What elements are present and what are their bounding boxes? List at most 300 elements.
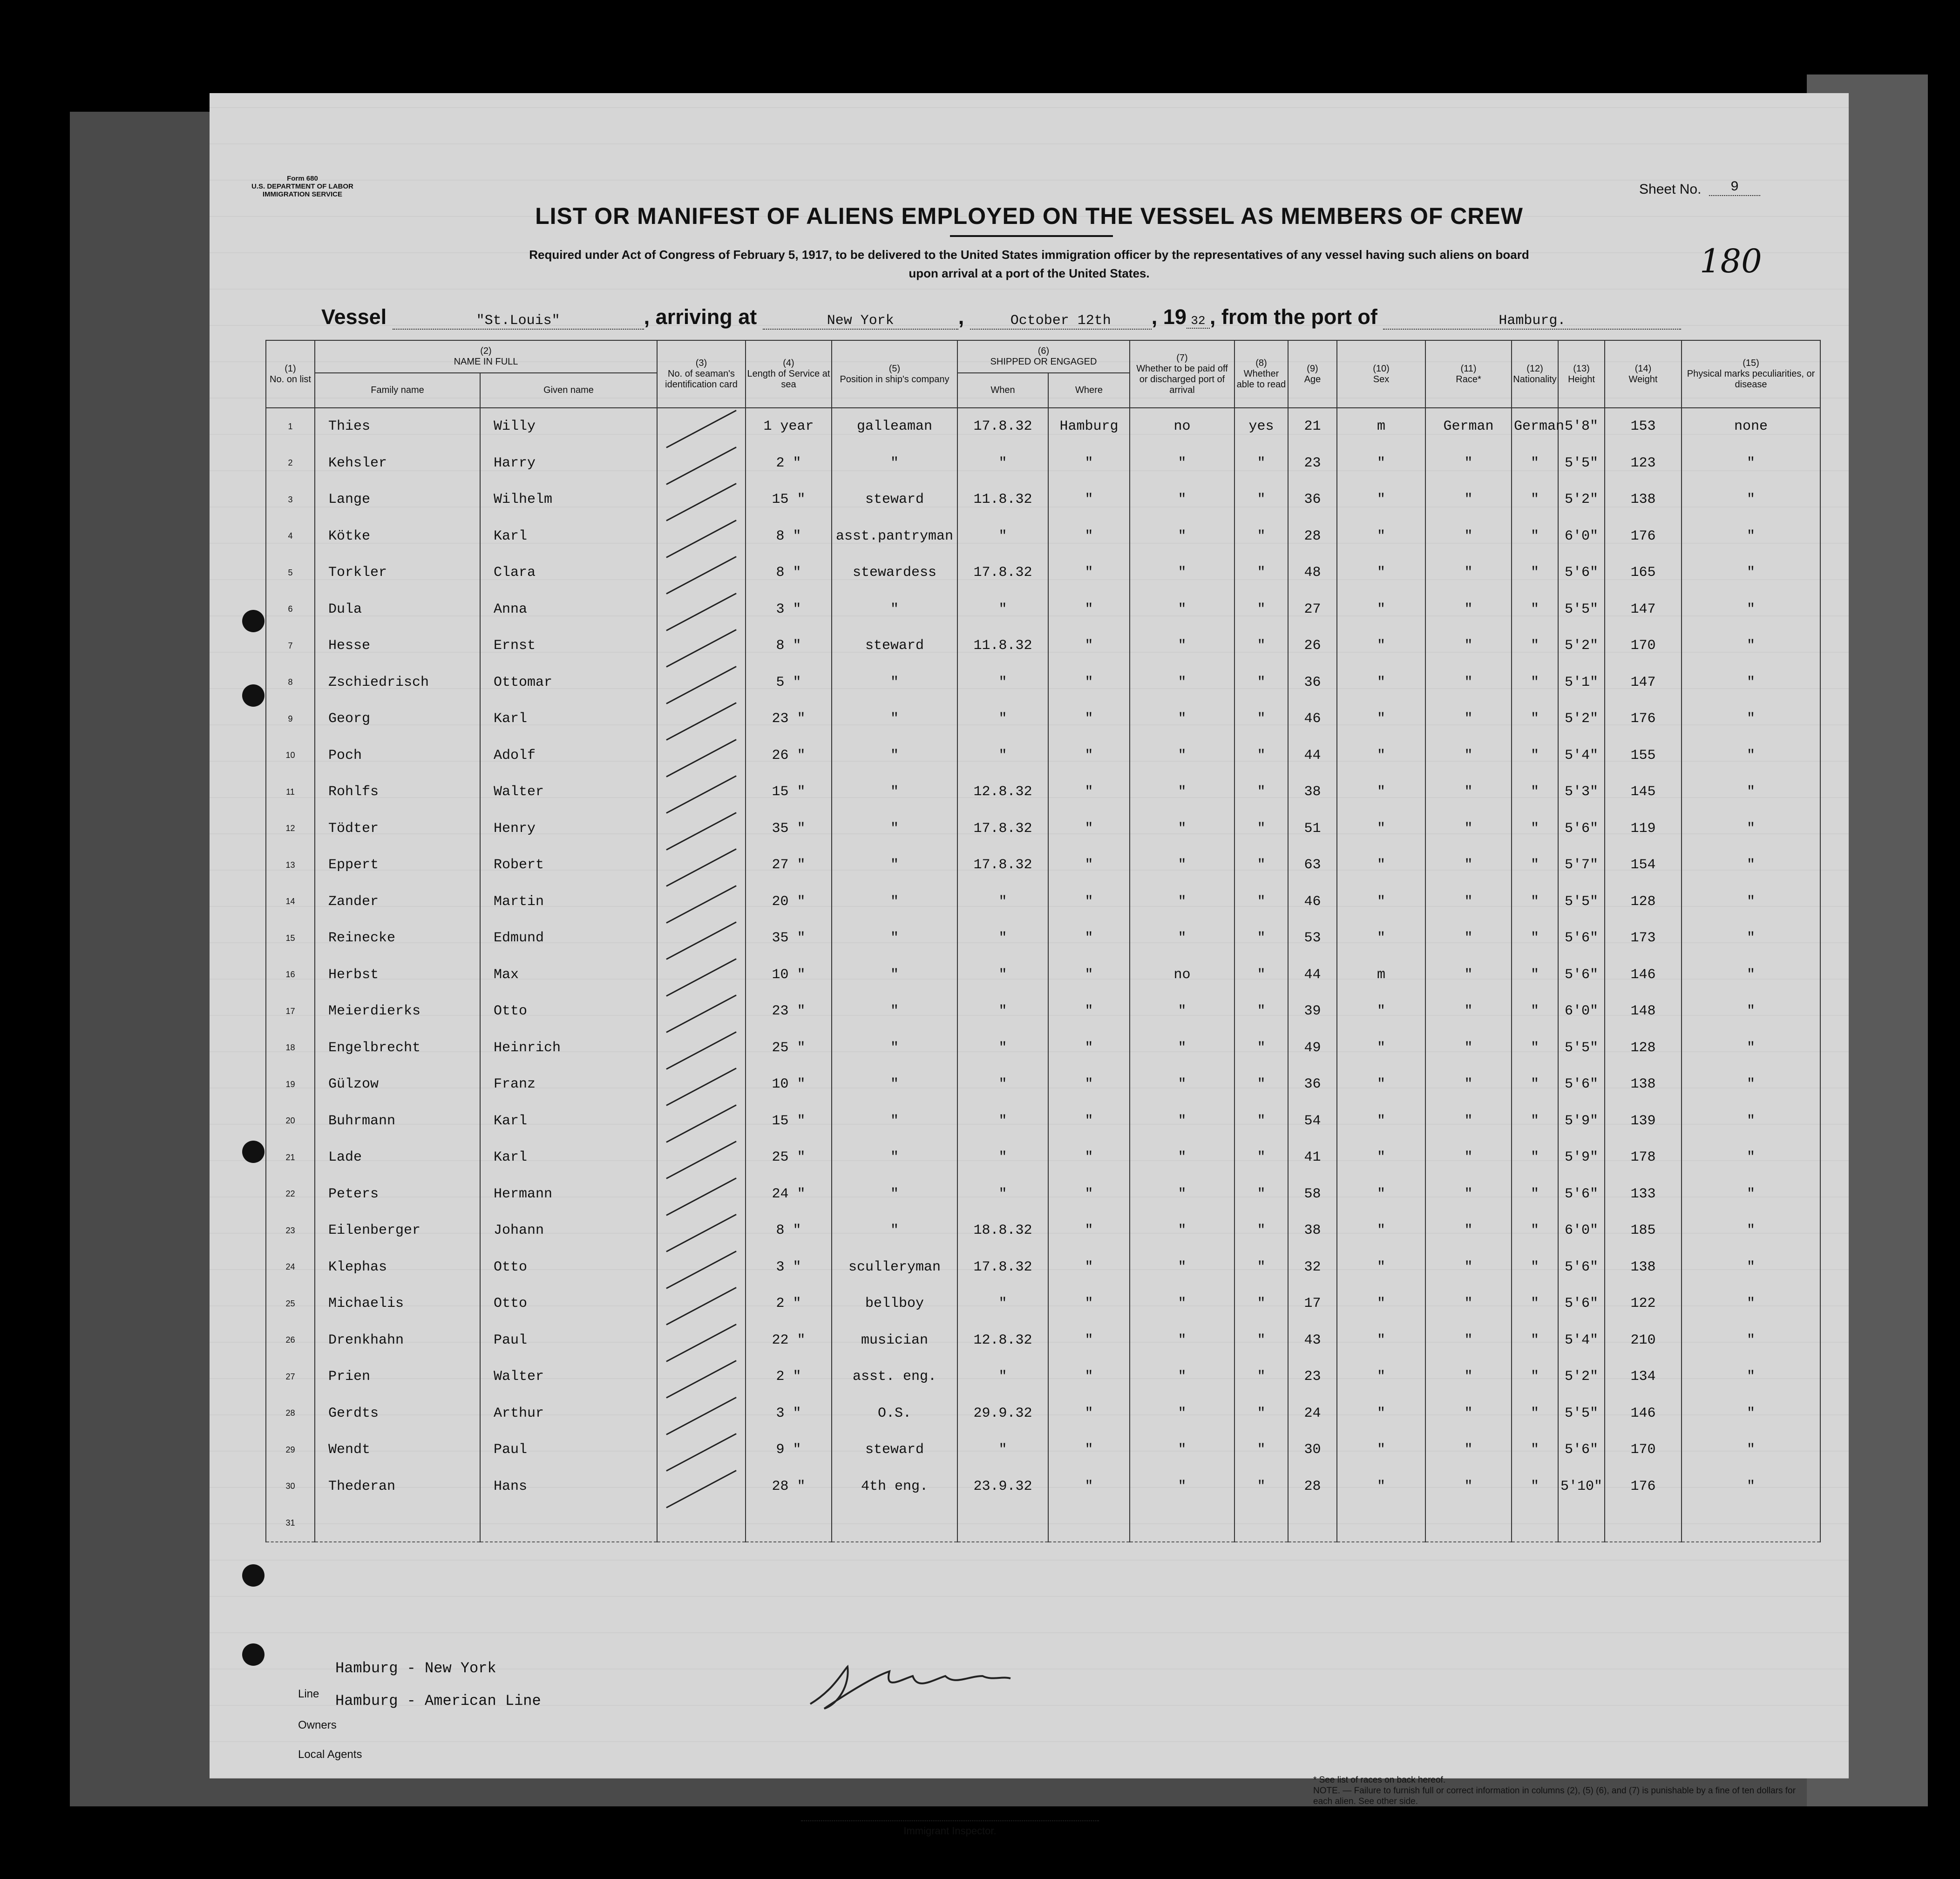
id-card-tick-mark xyxy=(666,1104,737,1142)
given-name-cell: Otto xyxy=(480,993,657,1030)
race-cell: " xyxy=(1425,920,1512,957)
id-card-tick-mark xyxy=(666,666,737,704)
shipped-when-cell: " xyxy=(957,701,1048,737)
length-of-service-cell: 3 " xyxy=(746,1395,832,1432)
id-card-cell xyxy=(657,1359,746,1395)
physical-marks-cell xyxy=(1682,1505,1820,1542)
nationality-cell: " xyxy=(1512,554,1558,591)
shipped-when-cell: " xyxy=(957,1066,1048,1103)
length-of-service-cell: 35 " xyxy=(746,920,832,957)
paid-off-cell: " xyxy=(1130,591,1234,628)
nationality-cell: " xyxy=(1512,1395,1558,1432)
nationality-cell: " xyxy=(1512,993,1558,1030)
paid-off-cell: " xyxy=(1130,1139,1234,1176)
nationality-cell: " xyxy=(1512,847,1558,884)
height-cell: 5'10" xyxy=(1558,1468,1605,1505)
shipped-where-cell: " xyxy=(1048,1249,1130,1286)
length-of-service-cell: 10 " xyxy=(746,1066,832,1103)
id-card-cell xyxy=(657,993,746,1030)
id-card-cell xyxy=(657,1139,746,1176)
col-num-2: (2) xyxy=(480,346,492,356)
given-name-cell: Paul xyxy=(480,1432,657,1468)
given-name-cell: Walter xyxy=(480,774,657,811)
col-title-position: Position in ship's company xyxy=(840,374,949,385)
height-cell: 5'5" xyxy=(1558,1395,1605,1432)
paid-off-cell: " xyxy=(1130,1359,1234,1395)
given-name-cell: Henry xyxy=(480,811,657,847)
service-name: IMMIGRATION SERVICE xyxy=(262,190,342,198)
id-card-tick-mark xyxy=(666,629,737,668)
length-of-service-cell: 25 " xyxy=(746,1030,832,1067)
family-name-cell: Zschiedrisch xyxy=(315,664,480,701)
length-of-service-cell: 8 " xyxy=(746,518,832,555)
row-number-cell: 11 xyxy=(266,774,315,811)
physical-marks-cell: " xyxy=(1682,1395,1820,1432)
age-cell: 17 xyxy=(1288,1285,1337,1322)
physical-marks-cell: " xyxy=(1682,701,1820,737)
col-header-race xyxy=(1425,340,1512,408)
length-of-service-cell: 10 " xyxy=(746,957,832,994)
weight-cell: 176 xyxy=(1605,1468,1682,1505)
footnote-fine: NOTE. — Failure to furnish full or correct information in columns (2), (5) (6), and (7) is punishable by a fine of ten dollars for each alien. See other side. xyxy=(1313,1786,1796,1806)
race-cell: " xyxy=(1425,1212,1512,1249)
sex-cell: " xyxy=(1337,1066,1425,1103)
physical-marks-cell: " xyxy=(1682,811,1820,847)
table-row xyxy=(266,664,1820,701)
table-row xyxy=(266,1212,1820,1249)
col-header-paid-off xyxy=(1130,340,1234,408)
shipped-when-cell xyxy=(957,1505,1048,1542)
family-name-cell: Kehsler xyxy=(315,445,480,482)
sex-cell: " xyxy=(1337,1139,1425,1176)
height-cell: 6'0" xyxy=(1558,993,1605,1030)
age-cell: 63 xyxy=(1288,847,1337,884)
col-title-no: No. on list xyxy=(270,374,311,385)
race-cell: " xyxy=(1425,1322,1512,1359)
id-card-tick-mark xyxy=(666,446,737,485)
paid-off-cell: " xyxy=(1130,1030,1234,1067)
height-cell: 5'4" xyxy=(1558,737,1605,774)
height-cell: 5'6" xyxy=(1558,1432,1605,1468)
length-of-service-cell: 8 " xyxy=(746,628,832,664)
year-suffix: 32 xyxy=(1187,314,1210,329)
length-of-service-cell: 3 " xyxy=(746,1249,832,1286)
id-card-tick-mark xyxy=(666,958,737,996)
nationality-cell: " xyxy=(1512,1139,1558,1176)
age-cell: 38 xyxy=(1288,1212,1337,1249)
length-of-service-cell: 23 " xyxy=(746,993,832,1030)
sex-cell: " xyxy=(1337,628,1425,664)
position-cell: galleaman xyxy=(832,408,957,445)
position-cell: " xyxy=(832,664,957,701)
physical-marks-cell: " xyxy=(1682,1066,1820,1103)
sex-cell: " xyxy=(1337,1395,1425,1432)
col-num-15: (15) xyxy=(1743,358,1759,368)
family-name-cell: Poch xyxy=(315,737,480,774)
id-card-tick-mark xyxy=(666,1360,737,1399)
paid-off-cell: " xyxy=(1130,518,1234,555)
col-header-shipped xyxy=(957,340,1130,373)
id-card-tick-mark xyxy=(666,1397,737,1435)
position-cell xyxy=(832,1505,957,1542)
sex-cell: " xyxy=(1337,884,1425,920)
col-num-11: (11) xyxy=(1460,363,1477,374)
row-number-cell: 22 xyxy=(266,1176,315,1213)
col-title-marks: Physical marks peculiarities, or disease xyxy=(1687,369,1815,390)
handwritten-number: 180 xyxy=(1700,242,1762,280)
id-card-cell xyxy=(657,664,746,701)
given-name-cell: Martin xyxy=(480,884,657,920)
paid-off-cell: " xyxy=(1130,920,1234,957)
shipped-when-cell: " xyxy=(957,1030,1048,1067)
shipped-when-cell: " xyxy=(957,1176,1048,1213)
shipped-where-cell: " xyxy=(1048,591,1130,628)
punch-hole xyxy=(242,1643,264,1666)
weight-cell: 210 xyxy=(1605,1322,1682,1359)
col-num-14: (14) xyxy=(1634,363,1652,374)
length-of-service-cell: 35 " xyxy=(746,811,832,847)
shipped-when-cell: " xyxy=(957,591,1048,628)
weight-cell: 147 xyxy=(1605,591,1682,628)
from-label: , from the port of xyxy=(1209,305,1377,329)
paid-off-cell: " xyxy=(1130,993,1234,1030)
physical-marks-cell: " xyxy=(1682,1212,1820,1249)
height-cell: 5'2" xyxy=(1558,481,1605,518)
shipped-when-cell: 11.8.32 xyxy=(957,628,1048,664)
id-card-tick-mark xyxy=(666,1141,737,1179)
physical-marks-cell: " xyxy=(1682,847,1820,884)
shipped-where-cell: " xyxy=(1048,993,1130,1030)
height-cell: 5'6" xyxy=(1558,811,1605,847)
col-title-weight: Weight xyxy=(1628,374,1658,385)
given-name-cell: Franz xyxy=(480,1066,657,1103)
position-cell: asst.pantryman xyxy=(832,518,957,555)
table-row xyxy=(266,554,1820,591)
paid-off-cell: " xyxy=(1130,774,1234,811)
id-card-tick-mark xyxy=(666,1250,737,1289)
height-cell: 5'6" xyxy=(1558,1176,1605,1213)
physical-marks-cell: " xyxy=(1682,737,1820,774)
id-card-tick-mark xyxy=(666,1433,737,1472)
height-cell: 5'2" xyxy=(1558,701,1605,737)
race-cell: " xyxy=(1425,1103,1512,1140)
physical-marks-cell: " xyxy=(1682,1285,1820,1322)
row-number-cell: 3 xyxy=(266,481,315,518)
col-title-length: Length of Service at sea xyxy=(747,369,830,390)
height-cell: 5'6" xyxy=(1558,1285,1605,1322)
col-header-no xyxy=(266,340,315,408)
race-cell: " xyxy=(1425,1359,1512,1395)
given-name-cell xyxy=(480,1505,657,1542)
age-cell: 32 xyxy=(1288,1249,1337,1286)
table-row xyxy=(266,701,1820,737)
table-row xyxy=(266,1103,1820,1140)
weight-cell: 138 xyxy=(1605,1249,1682,1286)
family-name-cell: Lange xyxy=(315,481,480,518)
arriving-label: , arriving at xyxy=(644,305,757,329)
position-cell: stewardess xyxy=(832,554,957,591)
able-to-read-cell: " xyxy=(1234,920,1288,957)
col-header-id-card xyxy=(657,340,746,408)
position-cell: " xyxy=(832,1066,957,1103)
weight-cell: 123 xyxy=(1605,445,1682,482)
family-name-cell: Klephas xyxy=(315,1249,480,1286)
row-number-cell: 6 xyxy=(266,591,315,628)
sex-cell: m xyxy=(1337,408,1425,445)
shipped-where-cell: " xyxy=(1048,774,1130,811)
col-num-5: (5) xyxy=(888,363,901,374)
given-name-cell: Paul xyxy=(480,1322,657,1359)
row-number-cell: 29 xyxy=(266,1432,315,1468)
given-name-cell: Hermann xyxy=(480,1176,657,1213)
punch-hole xyxy=(242,684,264,707)
col-num-8: (8) xyxy=(1255,358,1267,368)
row-number-cell: 7 xyxy=(266,628,315,664)
id-card-cell xyxy=(657,884,746,920)
age-cell: 23 xyxy=(1288,445,1337,482)
table-row xyxy=(266,920,1820,957)
family-name-cell: Meierdierks xyxy=(315,993,480,1030)
race-cell: " xyxy=(1425,1249,1512,1286)
sex-cell: " xyxy=(1337,554,1425,591)
length-of-service-cell xyxy=(746,1505,832,1542)
weight-cell: 146 xyxy=(1605,1395,1682,1432)
family-name-cell: Thies xyxy=(315,408,480,445)
weight-cell: 138 xyxy=(1605,481,1682,518)
sex-cell: " xyxy=(1337,1176,1425,1213)
able-to-read-cell: " xyxy=(1234,591,1288,628)
shipped-where-cell xyxy=(1048,1505,1130,1542)
able-to-read-cell: " xyxy=(1234,1139,1288,1176)
age-cell: 44 xyxy=(1288,737,1337,774)
able-to-read-cell: " xyxy=(1234,811,1288,847)
nationality-cell: " xyxy=(1512,1285,1558,1322)
paid-off-cell: " xyxy=(1130,481,1234,518)
family-name-cell: Zander xyxy=(315,884,480,920)
shipped-where-cell: " xyxy=(1048,1359,1130,1395)
length-of-service-cell: 5 " xyxy=(746,664,832,701)
race-cell xyxy=(1425,1505,1512,1542)
sex-cell: " xyxy=(1337,811,1425,847)
col-header-family: Family name xyxy=(315,373,480,408)
able-to-read-cell: " xyxy=(1234,1285,1288,1322)
row-number-cell: 31 xyxy=(266,1505,315,1542)
shipped-where-cell: " xyxy=(1048,481,1130,518)
departure-port: Hamburg. xyxy=(1383,313,1681,330)
shipped-where-cell: " xyxy=(1048,1103,1130,1140)
given-name-cell: Edmund xyxy=(480,920,657,957)
position-cell: " xyxy=(832,811,957,847)
length-of-service-cell: 2 " xyxy=(746,1359,832,1395)
able-to-read-cell: " xyxy=(1234,1322,1288,1359)
weight-cell: 165 xyxy=(1605,554,1682,591)
year-prefix: 19 xyxy=(1163,305,1187,329)
length-of-service-cell: 27 " xyxy=(746,847,832,884)
physical-marks-cell: " xyxy=(1682,1322,1820,1359)
vessel-name: "St.Louis" xyxy=(393,313,644,330)
height-cell: 5'6" xyxy=(1558,957,1605,994)
shipped-where-cell: " xyxy=(1048,664,1130,701)
table-row xyxy=(266,1139,1820,1176)
nationality-cell: " xyxy=(1512,884,1558,920)
crew-rows xyxy=(266,408,1820,1542)
shipped-when-cell: 29.9.32 xyxy=(957,1395,1048,1432)
shipped-when-cell: " xyxy=(957,1103,1048,1140)
route-value: Hamburg - New York xyxy=(335,1660,496,1677)
paid-off-cell: " xyxy=(1130,847,1234,884)
paid-off-cell: " xyxy=(1130,1176,1234,1213)
col-num-12: (12) xyxy=(1526,363,1543,374)
paid-off-cell: " xyxy=(1130,664,1234,701)
table-row xyxy=(266,481,1820,518)
able-to-read-cell: " xyxy=(1234,445,1288,482)
given-name-cell: Clara xyxy=(480,554,657,591)
height-cell: 5'9" xyxy=(1558,1139,1605,1176)
table-row xyxy=(266,811,1820,847)
id-card-tick-mark xyxy=(666,1214,737,1252)
id-card-tick-mark xyxy=(666,703,737,741)
row-number-cell: 17 xyxy=(266,993,315,1030)
shipped-when-cell: 17.8.32 xyxy=(957,554,1048,591)
row-number-cell: 23 xyxy=(266,1212,315,1249)
paid-off-cell: " xyxy=(1130,1395,1234,1432)
length-of-service-cell: 15 " xyxy=(746,1103,832,1140)
length-of-service-cell: 22 " xyxy=(746,1322,832,1359)
paid-off-cell: " xyxy=(1130,628,1234,664)
sex-cell: " xyxy=(1337,445,1425,482)
position-cell: O.S. xyxy=(832,1395,957,1432)
nationality-cell: " xyxy=(1512,1176,1558,1213)
shipped-when-cell: 17.8.32 xyxy=(957,408,1048,445)
able-to-read-cell: " xyxy=(1234,1212,1288,1249)
family-name-cell: Hesse xyxy=(315,628,480,664)
sex-cell: " xyxy=(1337,591,1425,628)
shipped-when-cell: " xyxy=(957,993,1048,1030)
physical-marks-cell: " xyxy=(1682,774,1820,811)
col-header-weight xyxy=(1605,340,1682,408)
paid-off-cell: " xyxy=(1130,445,1234,482)
physical-marks-cell: " xyxy=(1682,518,1820,555)
family-name-cell: Buhrmann xyxy=(315,1103,480,1140)
paid-off-cell: " xyxy=(1130,1212,1234,1249)
family-name-cell: Rohlfs xyxy=(315,774,480,811)
height-cell: 6'0" xyxy=(1558,1212,1605,1249)
nationality-cell: " xyxy=(1512,1212,1558,1249)
family-name-cell: Eilenberger xyxy=(315,1212,480,1249)
race-cell: " xyxy=(1425,957,1512,994)
able-to-read-cell: yes xyxy=(1234,408,1288,445)
length-of-service-cell: 26 " xyxy=(746,737,832,774)
id-card-tick-mark xyxy=(666,520,737,558)
nationality-cell: " xyxy=(1512,957,1558,994)
height-cell: 5'5" xyxy=(1558,884,1605,920)
col-header-height xyxy=(1558,340,1605,408)
row-number-cell: 15 xyxy=(266,920,315,957)
length-of-service-cell: 25 " xyxy=(746,1139,832,1176)
age-cell: 39 xyxy=(1288,993,1337,1030)
family-name-cell: Lade xyxy=(315,1139,480,1176)
weight-cell: 138 xyxy=(1605,1066,1682,1103)
physical-marks-cell: " xyxy=(1682,993,1820,1030)
physical-marks-cell: " xyxy=(1682,1359,1820,1395)
weight-cell: 119 xyxy=(1605,811,1682,847)
paid-off-cell: " xyxy=(1130,1285,1234,1322)
position-cell: " xyxy=(832,591,957,628)
id-card-cell xyxy=(657,774,746,811)
id-card-cell xyxy=(657,1432,746,1468)
position-cell: steward xyxy=(832,1432,957,1468)
age-cell: 43 xyxy=(1288,1322,1337,1359)
col-header-sex xyxy=(1337,340,1425,408)
length-of-service-cell: 23 " xyxy=(746,701,832,737)
row-number-cell: 13 xyxy=(266,847,315,884)
able-to-read-cell: " xyxy=(1234,628,1288,664)
given-name-cell: Anna xyxy=(480,591,657,628)
col-num-9: (9) xyxy=(1307,363,1318,374)
id-card-cell xyxy=(657,1395,746,1432)
col-title-name: NAME IN FULL xyxy=(454,357,518,367)
col-header-name xyxy=(315,340,657,373)
paid-off-cell: no xyxy=(1130,957,1234,994)
col-num-3: (3) xyxy=(695,358,707,368)
owners-label: Owners xyxy=(298,1719,337,1731)
footnote xyxy=(1313,1775,1807,1807)
shipped-where-cell: " xyxy=(1048,1030,1130,1067)
age-cell: 28 xyxy=(1288,1468,1337,1505)
paid-off-cell xyxy=(1130,1505,1234,1542)
given-name-cell: Harry xyxy=(480,445,657,482)
shipped-where-cell: " xyxy=(1048,1395,1130,1432)
position-cell: musician xyxy=(832,1322,957,1359)
id-card-cell xyxy=(657,737,746,774)
position-cell: " xyxy=(832,993,957,1030)
race-cell: " xyxy=(1425,518,1512,555)
shipped-when-cell: " xyxy=(957,445,1048,482)
weight-cell: 147 xyxy=(1605,664,1682,701)
weight-cell: 154 xyxy=(1605,847,1682,884)
able-to-read-cell: " xyxy=(1234,481,1288,518)
able-to-read-cell: " xyxy=(1234,1468,1288,1505)
shipped-where-cell: " xyxy=(1048,701,1130,737)
id-card-cell xyxy=(657,1103,746,1140)
sex-cell: " xyxy=(1337,993,1425,1030)
given-name-cell: Adolf xyxy=(480,737,657,774)
given-name-cell: Karl xyxy=(480,518,657,555)
col-title-paid-off: Whether to be paid off or discharged port of arrival xyxy=(1136,363,1228,395)
physical-marks-cell: " xyxy=(1682,664,1820,701)
nationality-cell: " xyxy=(1512,628,1558,664)
family-name-cell: Tödter xyxy=(315,811,480,847)
nationality-cell: " xyxy=(1512,1432,1558,1468)
nationality-cell: " xyxy=(1512,774,1558,811)
sex-cell: " xyxy=(1337,1212,1425,1249)
height-cell: 5'1" xyxy=(1558,664,1605,701)
col-title-sex: Sex xyxy=(1373,374,1390,385)
col-title-height: Height xyxy=(1568,374,1595,385)
shipped-when-cell: " xyxy=(957,957,1048,994)
table-row xyxy=(266,1030,1820,1067)
weight-cell: 185 xyxy=(1605,1212,1682,1249)
id-card-cell xyxy=(657,1249,746,1286)
shipped-where-cell: " xyxy=(1048,1139,1130,1176)
nationality-cell: " xyxy=(1512,1359,1558,1395)
shipped-where-cell: " xyxy=(1048,1066,1130,1103)
race-cell: " xyxy=(1425,1139,1512,1176)
race-cell: " xyxy=(1425,1030,1512,1067)
row-number-cell: 26 xyxy=(266,1322,315,1359)
col-header-position xyxy=(832,340,957,408)
id-card-tick-mark xyxy=(666,410,737,448)
